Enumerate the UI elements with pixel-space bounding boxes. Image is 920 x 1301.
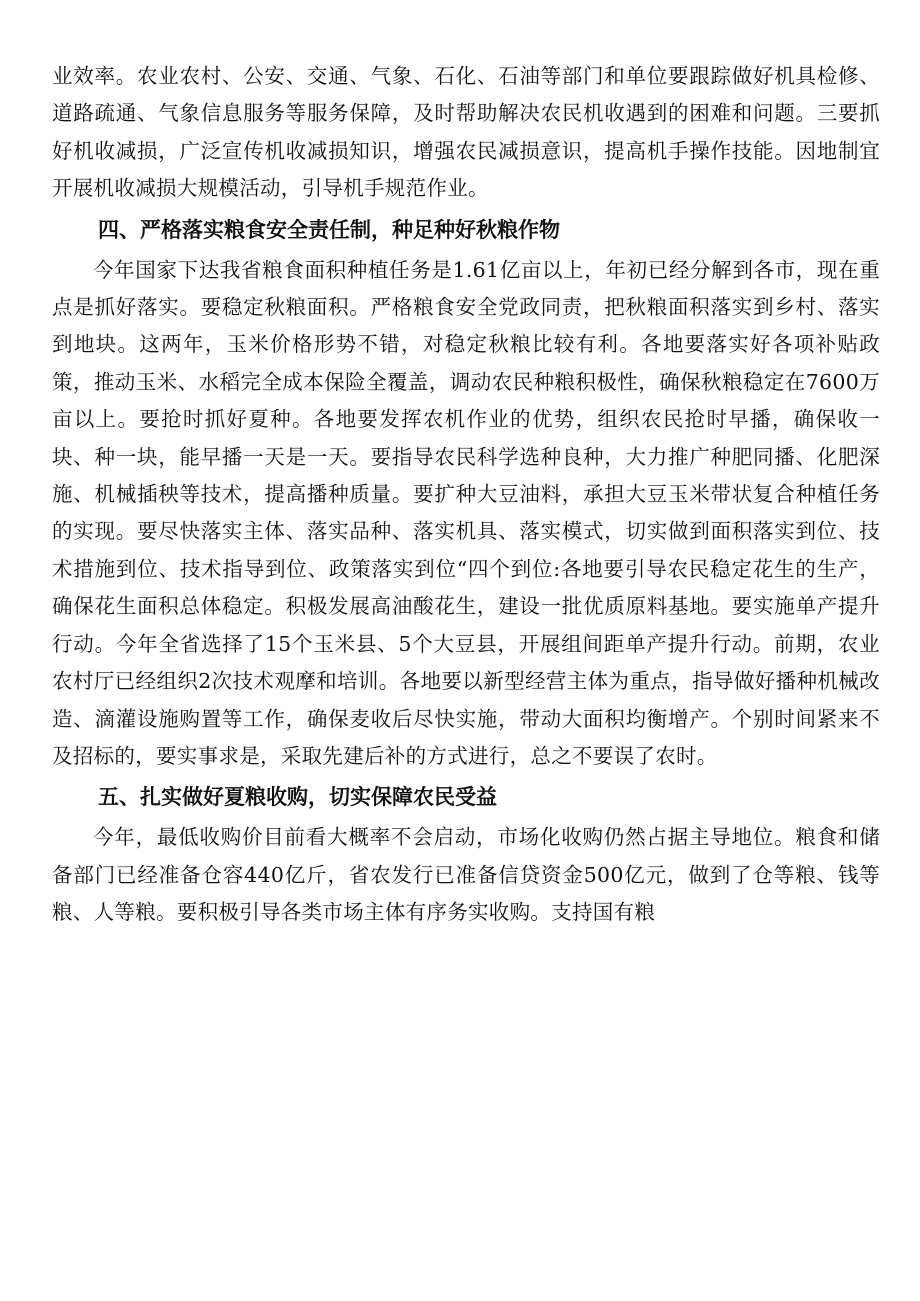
paragraph-section-5: 今年，最低收购价目前看大概率不会启动，市场化收购仍然占据主导地位。粮食和储备部门已经准备仓容440亿斤，省农发行已准备信贷资金500亿元，做到了仓等粮、钱等粮、人等粮。要积极引导各类市场主体有序务实收购。支持国有粮 (52, 825, 880, 925)
paragraph-section-4: 今年国家下达我省粮食面积种植任务是1.61亿亩以上，年初已经分解到各市，现在重点是抓好落实。要稳定秋粮面积。严格粮食安全党政同责，把秋粮面积落实到乡村、落实到地块。这两年，玉米价格形势不错，对稳定秋粮比较有利。各地要落实好各项补贴政策，推动玉米、水稻完全成本保险全覆盖，调动农民种粮积极性，确保秋粮稳定在7600万亩以上。要抢时抓好夏种。各地要发挥农机作业的优势，组织农民抢时早播，确保收一块、种一块，能早播一天是一天。要指导农民科学选种良种，大力推广种肥同播、化肥深施、机械插秧等技术，提高播种质量。要扩种大豆油料，承担大豆玉米带状复合种植任务的实现。要尽快落实主体、落实品种、落实机具、落实模式，切实做到面积落实到位、技术措施到位、技术指导到位、政策落实到位“四个到位:各地要引导农民稳定花生的生产，确保花生面积总体稳定。积极发展高油酸花生，建设一批优质原料基地。要实施单产提升行动。今年全省选择了15个玉米县、5个大豆县，开展组间距单产提升行动。前期，农业农村厅已经组织2次技术观摩和培训。各地要以新型经营主体为重点，指导做好播种机械改造、滴灌设施购置等工作，确保麦收后尽快实施，带动大面积均衡增产。个别时间紧来不及招标的，要实事求是，采取先建后补的方式进行，总之不要误了农时。 (52, 257, 880, 768)
section-heading-5: 五、扎实做好夏粮收购，切实保障农民受益 (98, 785, 497, 810)
section-heading-4: 四、严格落实粮食安全责任制，种足种好秋粮作物 (98, 217, 560, 242)
paragraph-continued: 业效率。农业农村、公安、交通、气象、石化、石油等部门和单位要跟踪做好机具检修、道路疏通、气象信息服务等服务保障，及时帮助解决农民机收遇到的困难和问题。三要抓好机收减损，广泛宣传机收减损知识，增强农民减损意识，提高机手操作技能。因地制宜开展机收减损大规模活动，引导机手规范作业。 (52, 64, 880, 201)
